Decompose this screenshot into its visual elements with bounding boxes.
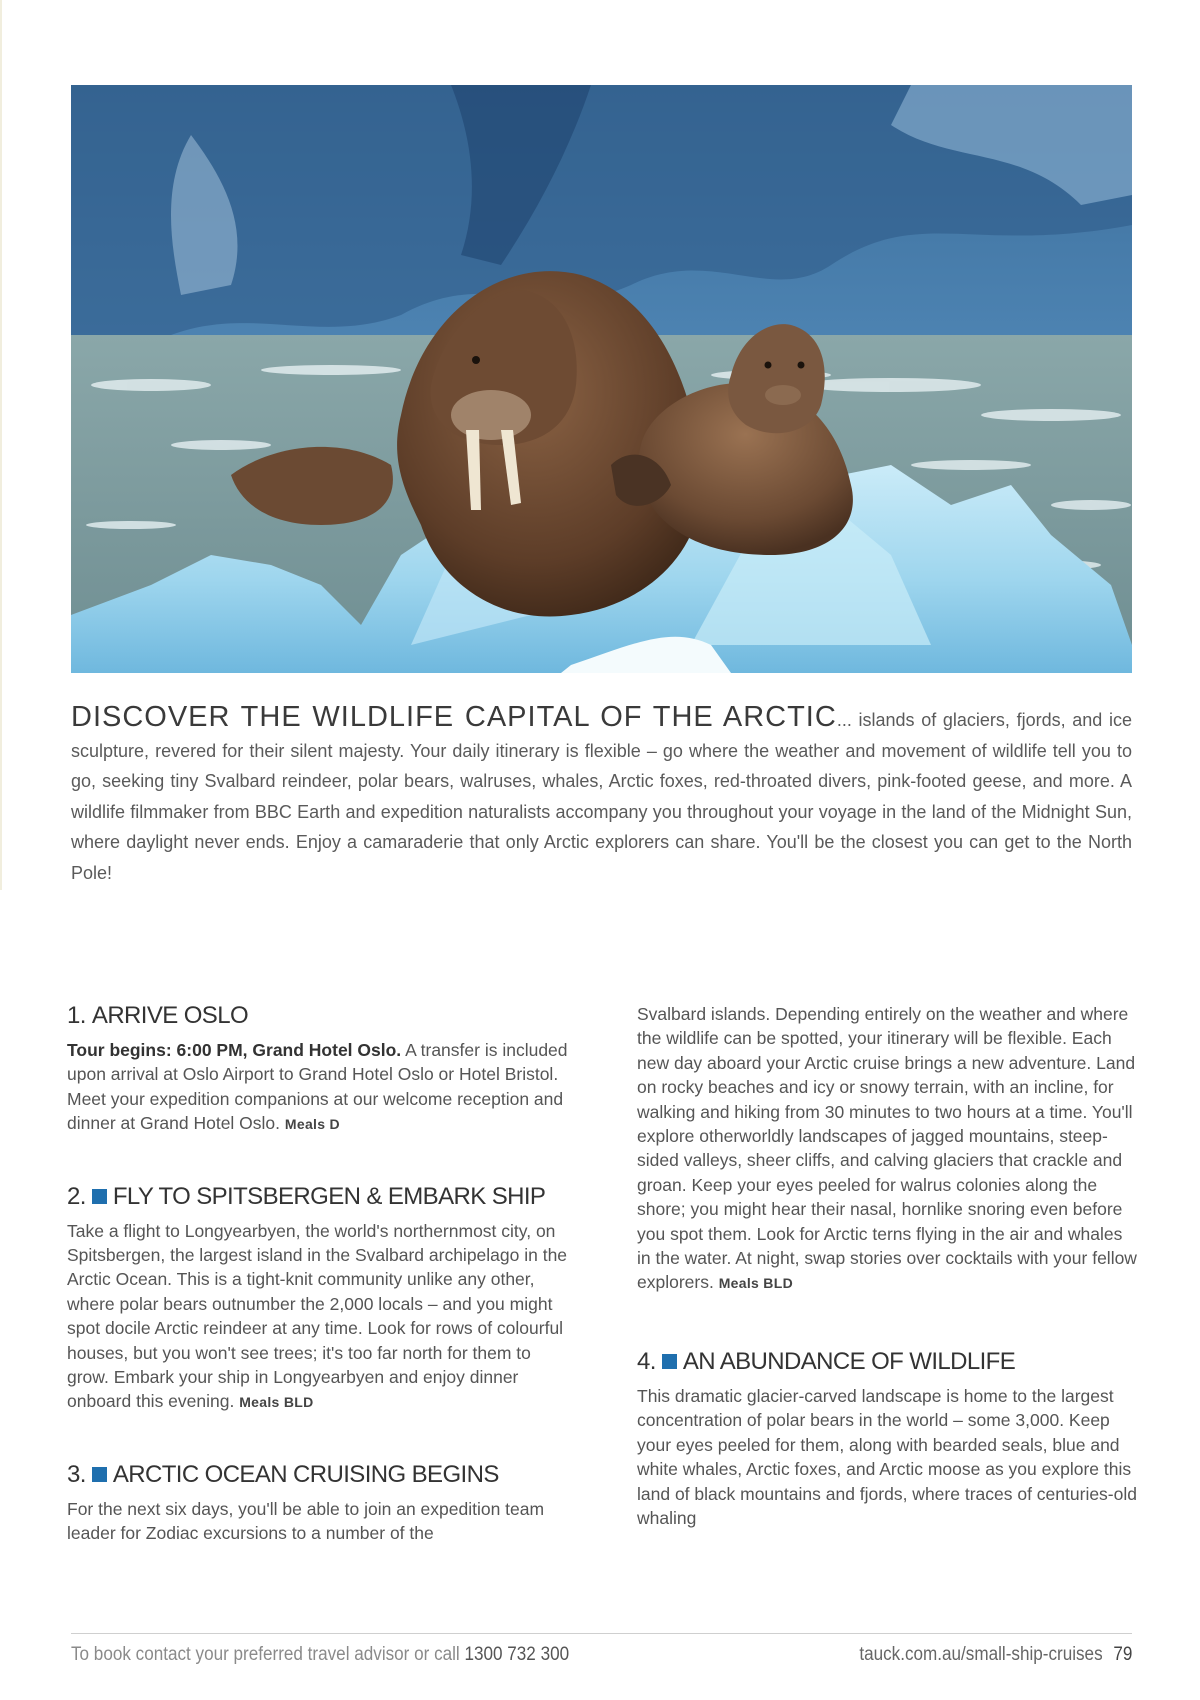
day-3-title [67, 1461, 577, 1489]
day-3-continued-body [637, 1002, 1137, 1296]
day-2-number: 2. [67, 1182, 86, 1210]
day-3 [67, 1461, 577, 1546]
day-1 [67, 1002, 577, 1137]
day-2-title [67, 1183, 577, 1211]
day-1-title [67, 1002, 577, 1030]
day-1-meals: Meals D [284, 1116, 340, 1133]
intro-lead-heading: DISCOVER THE WILDLIFE CAPITAL OF THE ARCTIC [71, 701, 837, 733]
itinerary-right-column [637, 1002, 1137, 1576]
day-3-text: For the next six days, you'll be able to join an expedition team leader for Zodiac excursions to a number of the [67, 1498, 545, 1544]
blue-square-icon [92, 1467, 107, 1482]
day-3-meals: Meals BLD [718, 1275, 793, 1292]
intro-body-text: islands of glaciers, fjords, and ice sculpture, revered for their silent majesty. Your daily itinerary is flexible – go where the weather and movement of wildlife tell you to go, seeking tiny Svalbard reindeer, polar bears, walruses, whales, Arctic foxes, red-throated divers, pink-footed geese, and more. A wildlife filmmaker from BBC Earth and expedition naturalists accompany you throughout your voyage in the land of the Midnight Sun, where daylight never ends. Enjoy a camaraderie that only Arctic explorers can share. You'll be the closest you can get to the North Pole! [71, 710, 1132, 883]
day-1-number: 1. [67, 1002, 86, 1029]
day-1-text: A transfer is included upon arrival at Oslo Airport to Grand Hotel Oslo or Hotel Bristol. Meet your expedition companions at our welcome reception and dinner at Grand Hotel Oslo. [67, 1040, 568, 1134]
day-3-body [67, 1497, 577, 1546]
day-4-number: 4. [637, 1347, 656, 1375]
page-number: 79 [1112, 1644, 1132, 1665]
day-4-text: This dramatic glacier-carved landscape is home to the largest concentration of polar bears in the world – some 3,000. Keep your eyes peeled for them, along with bearded seals, blue and white whales, Arctic foxes, and Arctic moose as you explore this land of black mountains and fjords, where traces of centuries-old whaling [637, 1385, 1137, 1528]
day-2-meals: Meals BLD [239, 1394, 314, 1411]
page-edge [0, 0, 2, 890]
day-3-title-text: ARCTIC OCEAN CRUISING BEGINS [112, 1460, 499, 1488]
footer-right [859, 1644, 1132, 1666]
day-2 [67, 1183, 577, 1415]
day-4 [637, 1348, 1137, 1530]
day-3-continued-text: Svalbard islands. Depending entirely on the weather and where the wildlife can be spotted, your itinerary will be flexible. Each new day aboard your Arctic cruise brings a new adventure. Land on rocky beaches and icy or snowy terrain, with an incline, for walking and hiking from 30 minutes to two hours at a time. You'll explore otherworldly landscapes of jagged mountains, steep-sided valleys, sheer cliffs, and calving glaciers that crackle and groan. Keep your eyes peeled for walrus colonies along the shore; you might hear their nasal, hornlike snoring even before you spot them. Look for Arctic terns flying in the air and whales in the water. At night, swap stories over cocktails with your fellow explorers. [637, 1004, 1137, 1293]
day-2-title-text: FLY TO SPITSBERGEN & EMBARK SHIP [112, 1182, 546, 1210]
footer-phone: 1300 732 300 [464, 1644, 570, 1665]
footer-contact [71, 1644, 569, 1666]
day-3-continued [637, 1002, 1137, 1296]
day-1-bold-intro: Tour begins: 6:00 PM, Grand Hotel Oslo. [67, 1040, 402, 1060]
hero-photo-walruses [71, 85, 1132, 673]
day-1-body [67, 1038, 577, 1137]
footer-divider [71, 1633, 1132, 1634]
day-3-number: 3. [67, 1460, 86, 1488]
day-4-title [637, 1348, 1137, 1376]
itinerary-left-column [67, 1002, 577, 1592]
day-4-title-text: AN ABUNDANCE OF WILDLIFE [682, 1347, 1016, 1375]
intro-ellipsis: ... [836, 710, 852, 730]
blue-square-icon [662, 1354, 677, 1369]
blue-square-icon [92, 1189, 107, 1204]
footer-contact-text: To book contact your preferred travel advisor or call [71, 1644, 465, 1665]
day-1-title-text: ARRIVE OSLO [91, 1002, 249, 1029]
footer-url-link[interactable]: tauck.com.au/small-ship-cruises [858, 1644, 1103, 1665]
day-4-body [637, 1384, 1137, 1530]
intro-paragraph [71, 702, 1132, 888]
day-2-body [67, 1219, 577, 1415]
day-2-text: Take a flight to Longyearbyen, the world's northernmost city, on Spitsbergen, the largest island in the Svalbard archipelago in the Arctic Ocean. This is a tight-knit community unlike any other, where polar bears outnumber the 2,000 locals – and you might spot docile Arctic reindeer at any time. Look for rows of colourful houses, but you won't see trees; it's too far north for them to grow. Embark your ship in Longyearbyen and enjoy dinner onboard this evening. [67, 1220, 568, 1412]
